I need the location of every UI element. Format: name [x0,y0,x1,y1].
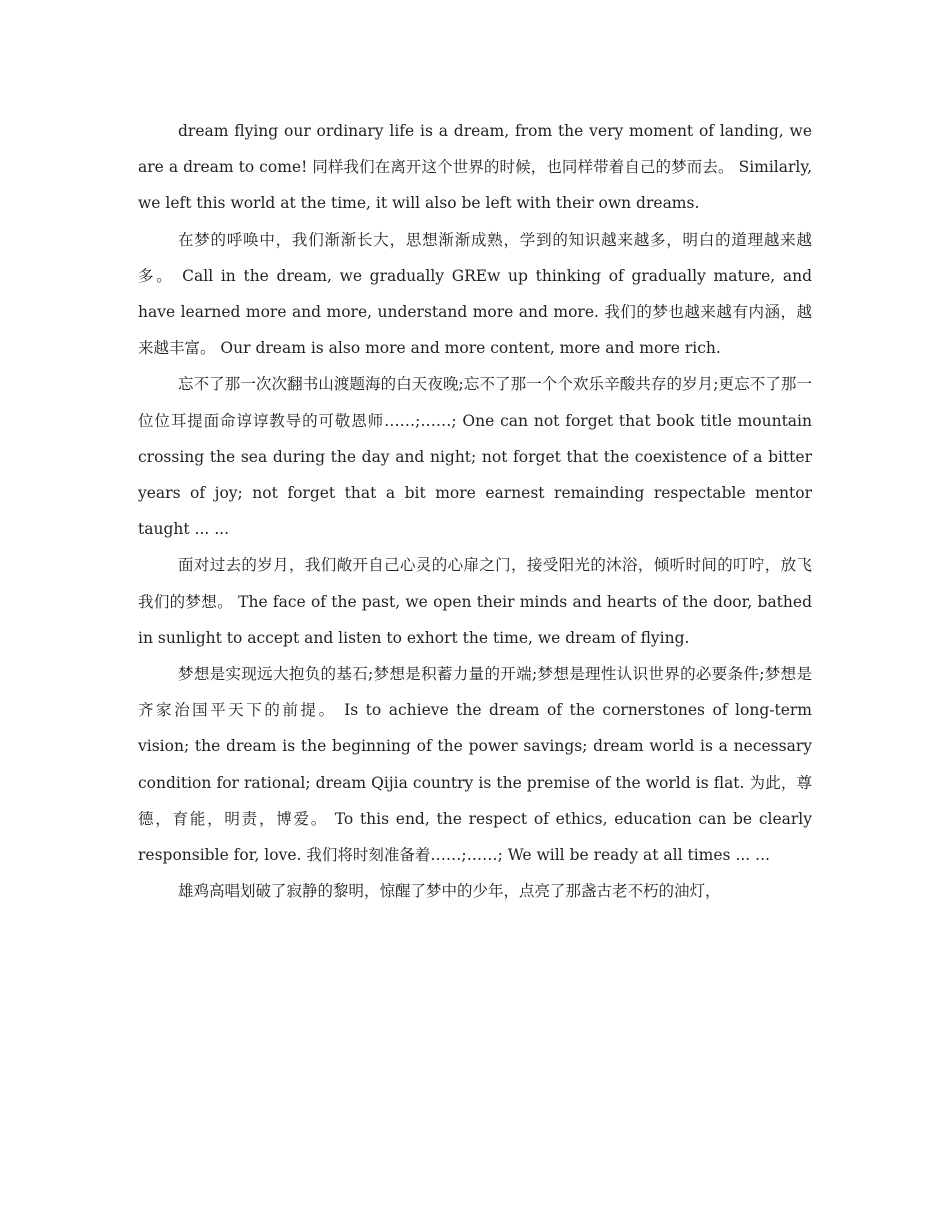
paragraph-4: 面对过去的岁月，我们敞开自己心灵的心扉之门，接受阳光的沐浴，倾听时间的叮咛，放飞我们的梦想。 The face of the past, we open their minds and hearts of the door, bathed in sunlight to accept and listen to exhort the time, we dream of flying. [138,556,812,647]
document-body [138,113,812,909]
paragraph-3: 忘不了那一次次翻书山渡题海的白天夜晚;忘不了那一个个欢乐辛酸共存的岁月;更忘不了那一位位耳提面命谆谆教导的可敬恩师……;……; One can not forget that book title mountain crossing the sea during the day and night; not forget that the coexistence of a bitter years of joy; not forget that a bit more earnest remainding respectable mentor taught ... ... [138,375,812,539]
paragraph-5: 梦想是实现远大抱负的基石;梦想是积蓄力量的开端;梦想是理性认识世界的必要条件;梦想是齐家治国平天下的前提。 Is to achieve the dream of the cornerstones of long-term vision; the dream is the beginning of the power savings; dream world is a necessary condition for rational; dream Qijia country is the premise of the world is flat. 为此，尊德，育能，明责，博爱。 To this end, the respect of ethics, education can be clearly responsible for, love. 我们将时刻准备着……;……; We will be ready at all times ... ... [138,665,812,865]
paragraph-1: dream flying our ordinary life is a dream, from the very moment of landing, we are a dream to come! 同样我们在离开这个世界的时候，也同样带着自己的梦而去。 Similarly, we left this world at the time, it will also be left with their own dreams. [138,122,812,213]
paragraph-6: 雄鸡高唱划破了寂静的黎明，惊醒了梦中的少年，点亮了那盏古老不朽的油灯， [178,882,721,901]
paragraph-2: 在梦的呼唤中，我们渐渐长大，思想渐渐成熟，学到的知识越来越多，明白的道理越来越多。 Call in the dream, we gradually GREw up thinking of gradually mature, and have learned more and more, understand more and more. 我们的梦也越来越有内涵，越来越丰富。 Our dream is also more and more content, more and more rich. [138,230,812,358]
